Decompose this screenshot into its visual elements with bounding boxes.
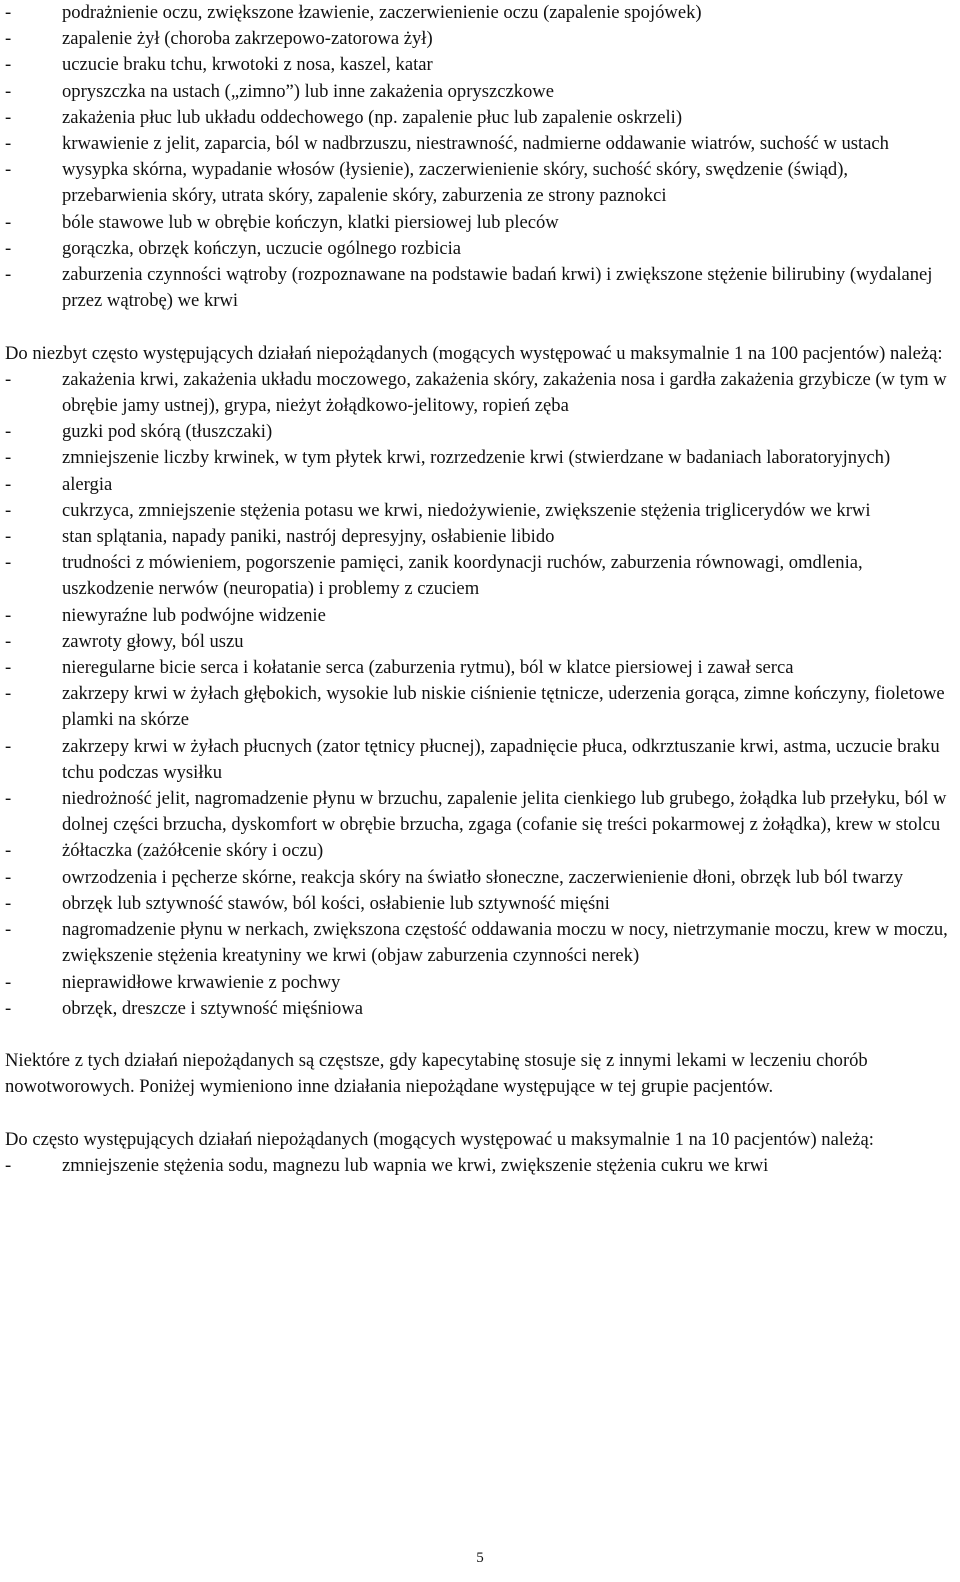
- list-item-text: wysypka skórna, wypadanie włosów (łysienie), zaczerwienienie skóry, suchość skóry, swędzenie (świąd), przebarwienia skóry, utrata skóry, zapalenie skóry, zaburzenia ze strony paznokci: [62, 159, 849, 207]
- list-item: [5, 891, 955, 917]
- list-item-text: zakrzepy krwi w żyłach głębokich, wysokie lub niskie ciśnienie tętnicze, uderzenia gorąca, zimne kończyny, fioletowe plamki na skórze: [62, 683, 945, 731]
- list-item-text: zakażenia krwi, zakażenia układu moczowego, zakażenia skóry, zakażenia nosa i gardła zakażenia grzybicze (w tym w obrębie jamy ustnej), grypa, nieżyt żołądkowo-jelitowy, ropień zęba: [62, 368, 947, 417]
- list-dash: -: [5, 919, 12, 941]
- list-item: [5, 131, 955, 157]
- list-item-text: niewyraźne lub podwójne widzenie: [62, 604, 326, 626]
- list-item: [5, 367, 955, 419]
- list-item-text: guzki pod skórą (tłuszczaki): [62, 421, 273, 443]
- list-item-text: niedrożność jelit, nagromadzenie płynu w brzuchu, zapalenie jelita cienkiego lub grubego, żołądka lub przełyku, ból w dolnej części brzucha, dyskomfort w obrębie brzucha, zgaga (cofanie się treści pokarmowej z żołądka), krew w stolcu: [62, 788, 947, 836]
- list-item: [5, 629, 955, 655]
- list-dash: -: [5, 1154, 12, 1176]
- list-item-text: zapalenie żył (choroba zakrzepowo-zatorowa żył): [62, 28, 433, 50]
- list-dash: -: [5, 368, 12, 390]
- list-item: [5, 838, 955, 864]
- list-dash: -: [5, 683, 12, 705]
- list-dash: -: [5, 473, 12, 495]
- list-item-text: nieprawidłowe krwawienie z pochwy: [62, 971, 341, 993]
- side-effects-list-common-combination: [5, 1153, 955, 1179]
- list-item: [5, 445, 955, 471]
- list-dash: -: [5, 159, 12, 181]
- list-item-text: opryszczka na ustach („zimno”) lub inne zakażenia opryszczkowe: [62, 80, 554, 102]
- list-item: [5, 236, 955, 262]
- side-effects-list-common-continued: [5, 0, 955, 314]
- list-item: [5, 498, 955, 524]
- list-item: [5, 262, 955, 314]
- list-item-text: alergia: [62, 473, 113, 495]
- list-item-text: zmniejszenie liczby krwinek, w tym płytek krwi, rozrzedzenie krwi (stwierdzane w badaniach laboratoryjnych): [62, 447, 891, 469]
- list-item-text: podrażnienie oczu, zwiększone łzawienie, zaczerwienienie oczu (zapalenie spojówek): [62, 2, 702, 23]
- list-dash: -: [5, 80, 12, 102]
- list-dash: -: [5, 106, 12, 128]
- list-item: [5, 26, 955, 52]
- list-item-text: zakrzepy krwi w żyłach płucnych (zator tętnicy płucnej), zapadnięcie płuca, odkrztuszanie krwi, astma, uczucie braku tchu podczas wysiłku: [62, 735, 940, 783]
- list-item-text: zaburzenia czynności wątroby (rozpoznawane na podstawie badań krwi) i zwiększone stężenie bilirubiny (wydalanej przez wątrobę) we krwi: [62, 264, 933, 312]
- list-dash: -: [5, 264, 12, 286]
- list-item-text: zawroty głowy, ból uszu: [62, 630, 244, 652]
- list-dash: -: [5, 997, 12, 1019]
- list-dash: -: [5, 604, 12, 626]
- list-item: [5, 0, 955, 26]
- list-item: [5, 52, 955, 78]
- common-intro-paragraph: Do często występujących działań niepożądanych (mogących występować u maksymalnie 1 na 10 pacjentów) należą:: [5, 1128, 874, 1150]
- list-item: [5, 865, 955, 891]
- list-dash: -: [5, 54, 12, 76]
- list-dash: -: [5, 237, 12, 259]
- list-item-text: krwawienie z jelit, zaparcia, ból w nadbrzuszu, niestrawność, nadmierne oddawanie wiatrów, suchość w ustach: [62, 133, 889, 155]
- list-dash: -: [5, 892, 12, 914]
- list-item: [5, 681, 955, 733]
- side-effects-list-uncommon: [5, 367, 955, 1022]
- list-dash: -: [5, 133, 12, 155]
- page-number: 5: [476, 1550, 484, 1566]
- list-item: [5, 655, 955, 681]
- list-dash: -: [5, 447, 12, 469]
- list-item-text: żółtaczka (zażółcenie skóry i oczu): [62, 840, 324, 862]
- list-item: [5, 472, 955, 498]
- uncommon-intro-paragraph: Do niezbyt często występujących działań niepożądanych (mogących występować u maksymalnie 1 na 100 pacjentów) należą:: [5, 342, 943, 364]
- list-item: [5, 210, 955, 236]
- list-dash: -: [5, 2, 12, 23]
- list-item: [5, 550, 955, 602]
- list-item: [5, 996, 955, 1022]
- list-dash: -: [5, 630, 12, 652]
- list-item-text: zmniejszenie stężenia sodu, magnezu lub wapnia we krwi, zwiększenie stężenia cukru we krwi: [62, 1154, 769, 1176]
- list-item-text: stan splątania, napady paniki, nastrój depresyjny, osłabienie libido: [62, 526, 555, 548]
- list-item: [5, 105, 955, 131]
- list-dash: -: [5, 552, 12, 574]
- list-dash: -: [5, 840, 12, 862]
- list-item-text: trudności z mówieniem, pogorszenie pamięci, zanik koordynacji ruchów, zaburzenia równowagi, omdlenia, uszkodzenie nerwów (neuropatia) i problemy z czuciem: [62, 552, 863, 600]
- list-item-text: cukrzyca, zmniejszenie stężenia potasu we krwi, niedożywienie, zwiększenie stężenia triglicerydów we krwi: [62, 499, 871, 521]
- list-item-text: nagromadzenie płynu w nerkach, zwiększona częstość oddawania moczu w nocy, nietrzymanie moczu, krew w moczu, zwiększenie stężenia kreatyniny we krwi (objaw zaburzenia czynności nerek): [62, 919, 948, 967]
- list-dash: -: [5, 971, 12, 993]
- list-dash: -: [5, 499, 12, 521]
- list-item: [5, 603, 955, 629]
- list-item: [5, 157, 955, 209]
- list-item: [5, 970, 955, 996]
- list-item-text: zakażenia płuc lub układu oddechowego (np. zapalenie płuc lub zapalenie oskrzeli): [62, 106, 683, 128]
- list-item: [5, 786, 955, 838]
- spacer: [5, 314, 955, 340]
- list-dash: -: [5, 28, 12, 50]
- list-item-text: obrzęk lub sztywność stawów, ból kości, osłabienie lub sztywność mięśni: [62, 892, 610, 914]
- spacer: [5, 1022, 955, 1048]
- combination-note-paragraph: Niektóre z tych działań niepożądanych są częstsze, gdy kapecytabinę stosuje się z innymi lekami w leczeniu chorób nowotworowych. Poniżej wymieniono inne działania niepożądane występujące w tej grupie pacjentów.: [5, 1050, 868, 1098]
- list-item: [5, 917, 955, 969]
- list-item-text: obrzęk, dreszcze i sztywność mięśniowa: [62, 997, 364, 1019]
- list-dash: -: [5, 866, 12, 888]
- list-item-text: gorączka, obrzęk kończyn, uczucie ogólnego rozbicia: [62, 237, 462, 259]
- list-item: [5, 524, 955, 550]
- list-dash: -: [5, 735, 12, 757]
- list-dash: -: [5, 526, 12, 548]
- list-item-text: nieregularne bicie serca i kołatanie serca (zaburzenia rytmu), ból w klatce piersiowej i zawał serca: [62, 657, 794, 679]
- list-item-text: uczucie braku tchu, krwotoki z nosa, kaszel, katar: [62, 54, 433, 76]
- list-dash: -: [5, 657, 12, 679]
- list-dash: -: [5, 421, 12, 443]
- list-dash: -: [5, 788, 12, 810]
- list-item-text: owrzodzenia i pęcherze skórne, reakcja skóry na światło słoneczne, zaczerwienienie dłoni, obrzęk lub ból twarzy: [62, 866, 903, 888]
- list-dash: -: [5, 211, 12, 233]
- list-item: [5, 1153, 955, 1179]
- list-item: [5, 419, 955, 445]
- document-content: [5, 0, 955, 1179]
- list-item-text: bóle stawowe lub w obrębie kończyn, klatki piersiowej lub pleców: [62, 211, 559, 233]
- spacer: [5, 1101, 955, 1127]
- list-item: [5, 79, 955, 105]
- list-item: [5, 734, 955, 786]
